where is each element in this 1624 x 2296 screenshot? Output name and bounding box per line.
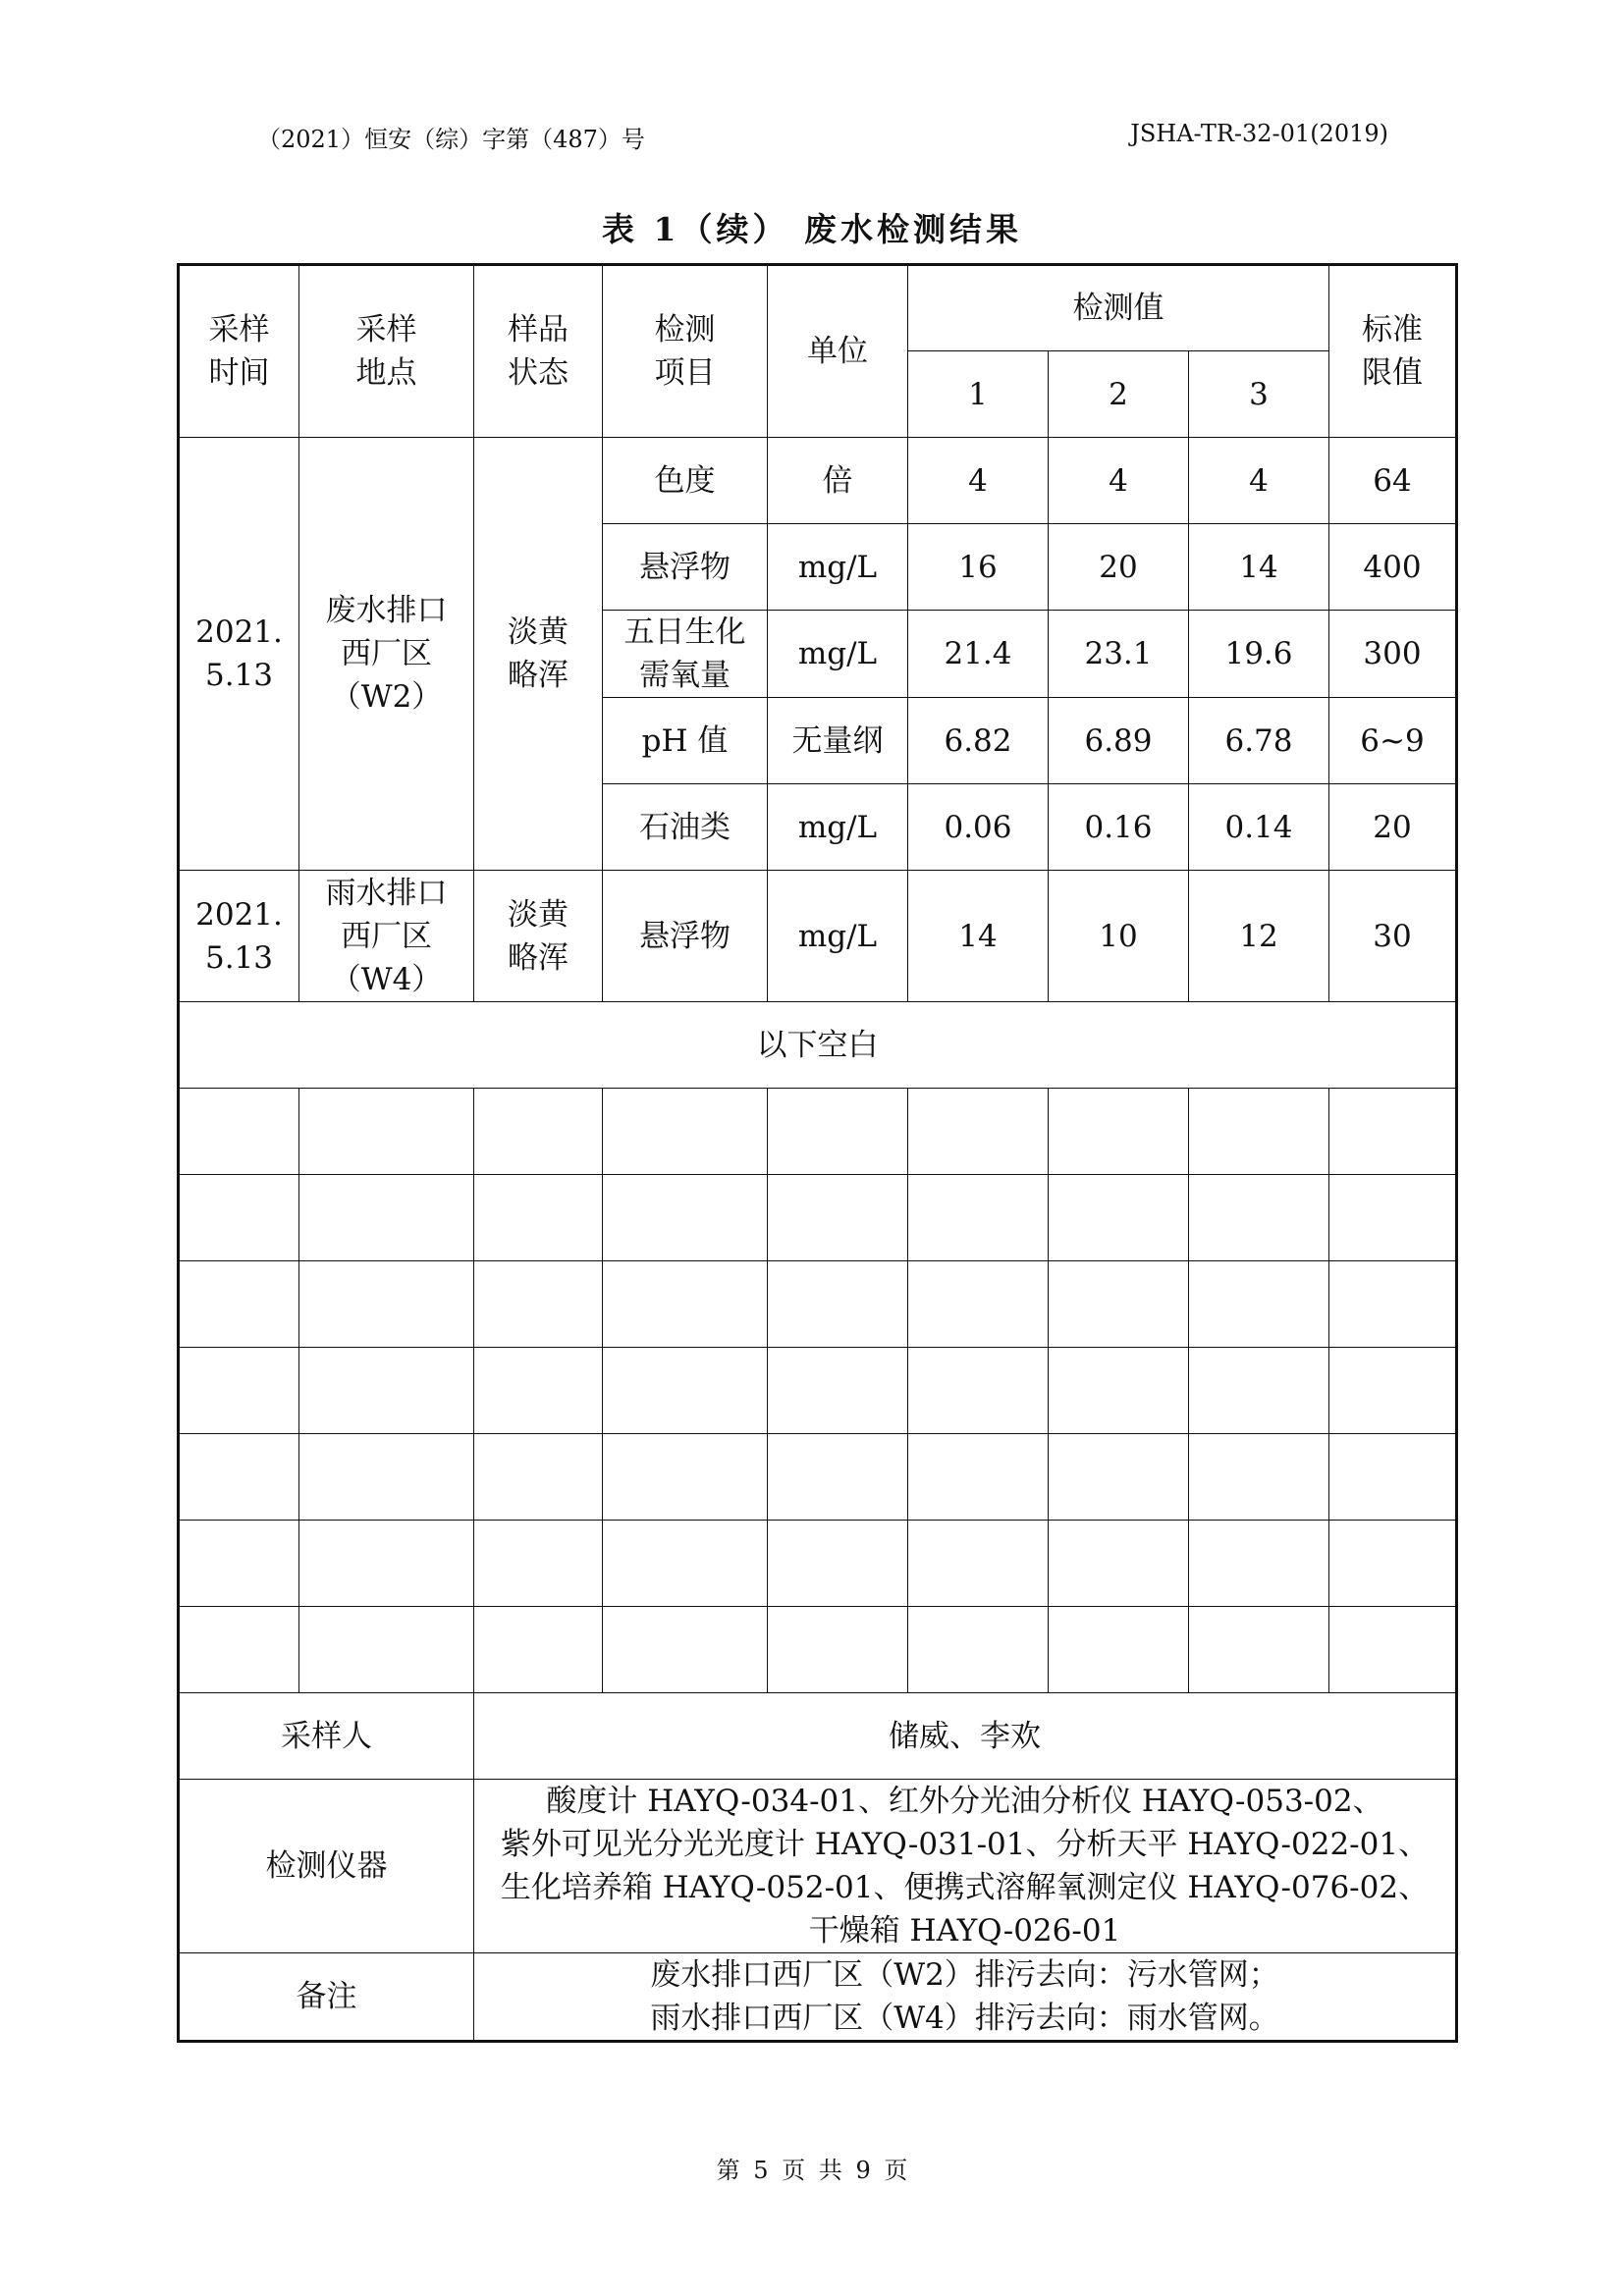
table-title: 表 1（续） 废水检测结果 (602, 210, 1022, 248)
sample-state: 淡黄 略浑 (474, 871, 603, 1002)
table-header-row (179, 265, 1457, 351)
limit-cell: 30 (1329, 871, 1457, 1002)
col-header-value-3: 3 (1189, 351, 1329, 438)
col-header-location: 采样 地点 (299, 265, 474, 438)
unit-cell: mg/L (768, 784, 908, 871)
sample-state: 淡黄 略浑 (474, 438, 603, 871)
value-cell: 0.14 (1189, 784, 1329, 871)
col-header-state: 样品 状态 (474, 265, 603, 438)
test-item: 色度 (603, 438, 768, 524)
page-number: 第 5 页 共 9 页 (716, 2157, 908, 2184)
limit-cell: 400 (1329, 524, 1457, 611)
limit-cell: 64 (1329, 438, 1457, 524)
sample-location: 雨水排口 西厂区 （W4） (299, 871, 474, 1002)
value-cell: 19.6 (1189, 611, 1329, 698)
table-row (179, 438, 1457, 524)
value-cell: 6.78 (1189, 698, 1329, 784)
unit-cell: 无量纲 (768, 698, 908, 784)
value-cell: 4 (1189, 438, 1329, 524)
blank-note: 以下空白 (179, 1002, 1457, 1089)
value-cell: 12 (1189, 871, 1329, 1002)
value-cell: 14 (908, 871, 1049, 1002)
standard-code: JSHA-TR-32-01(2019) (1130, 120, 1388, 147)
sampler-row (179, 1693, 1457, 1780)
empty-row (179, 1521, 1457, 1607)
test-item: pH 值 (603, 698, 768, 784)
col-header-item: 检测 项目 (603, 265, 768, 438)
value-cell: 20 (1049, 524, 1189, 611)
col-header-value-2: 2 (1049, 351, 1189, 438)
sample-time: 2021. 5.13 (179, 438, 299, 871)
empty-row (179, 1089, 1457, 1175)
limit-cell: 300 (1329, 611, 1457, 698)
value-cell: 6.82 (908, 698, 1049, 784)
test-item: 悬浮物 (603, 524, 768, 611)
col-header-values: 检测值 (908, 265, 1329, 351)
value-cell: 6.89 (1049, 698, 1189, 784)
col-header-unit: 单位 (768, 265, 908, 438)
col-header-limit: 标准 限值 (1329, 265, 1457, 438)
value-cell: 10 (1049, 871, 1189, 1002)
test-item: 悬浮物 (603, 871, 768, 1002)
instruments-row (179, 1780, 1457, 1953)
unit-cell: 倍 (768, 438, 908, 524)
test-item: 石油类 (603, 784, 768, 871)
remarks-label: 备注 (179, 1953, 474, 2042)
sampler-value: 储威、李欢 (474, 1693, 1457, 1780)
remarks-row (179, 1953, 1457, 2042)
document-number: （2021）恒安（综）字第（487）号 (257, 126, 645, 153)
col-header-time: 采样 时间 (179, 265, 299, 438)
col-header-value-1: 1 (908, 351, 1049, 438)
instruments-value: 酸度计 HAYQ-034-01、红外分光油分析仪 HAYQ-053-02、 紫外可见光分光光度计 HAYQ-031-01、分析天平 HAYQ-022-01、 生化培养箱 HAYQ-052-01、便携式溶解氧测定仪 HAYQ-076-02、 干燥箱 HAYQ-026-01 (474, 1780, 1457, 1953)
limit-cell: 6~9 (1329, 698, 1457, 784)
unit-cell: mg/L (768, 611, 908, 698)
empty-row (179, 1434, 1457, 1521)
sample-location: 废水排口 西厂区 （W2） (299, 438, 474, 871)
instruments-label: 检测仪器 (179, 1780, 474, 1953)
value-cell: 4 (1049, 438, 1189, 524)
table-row (179, 871, 1457, 1002)
value-cell: 16 (908, 524, 1049, 611)
value-cell: 14 (1189, 524, 1329, 611)
unit-cell: mg/L (768, 524, 908, 611)
value-cell: 0.16 (1049, 784, 1189, 871)
unit-cell: mg/L (768, 871, 908, 1002)
value-cell: 21.4 (908, 611, 1049, 698)
value-cell: 0.06 (908, 784, 1049, 871)
empty-row (179, 1261, 1457, 1348)
empty-row (179, 1607, 1457, 1693)
remarks-value: 废水排口西厂区（W2）排污去向：污水管网； 雨水排口西厂区（W4）排污去向：雨水管网。 (474, 1953, 1457, 2042)
blank-note-row (179, 1002, 1457, 1089)
sampler-label: 采样人 (179, 1693, 474, 1780)
empty-row (179, 1175, 1457, 1261)
empty-row (179, 1348, 1457, 1434)
wastewater-results-table (177, 263, 1458, 2043)
test-item: 五日生化 需氧量 (603, 611, 768, 698)
value-cell: 4 (908, 438, 1049, 524)
sample-time: 2021. 5.13 (179, 871, 299, 1002)
limit-cell: 20 (1329, 784, 1457, 871)
value-cell: 23.1 (1049, 611, 1189, 698)
